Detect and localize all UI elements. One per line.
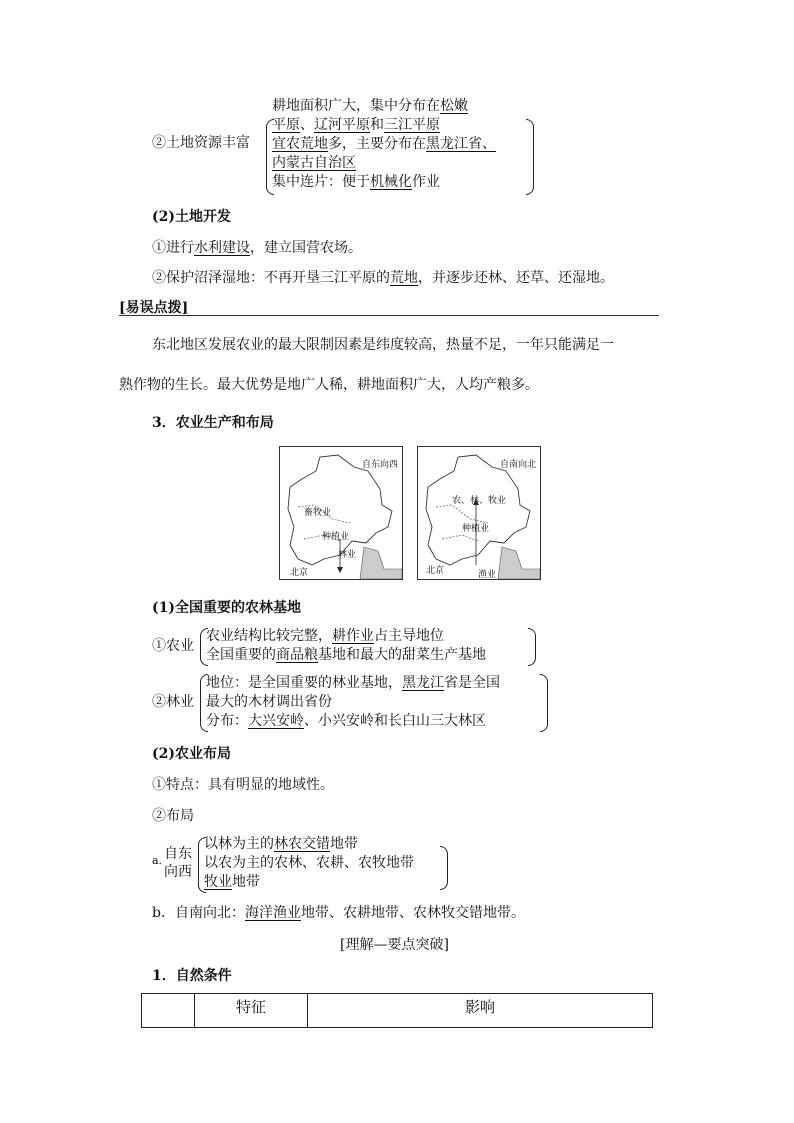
dev-heading: (2)土地开发 bbox=[152, 209, 231, 225]
layout-b: b．自南向北：海洋渔业地带、农耕地带、农林牧交错地带。 bbox=[152, 905, 525, 921]
layout-right-brace bbox=[440, 846, 448, 890]
natural-conditions-table bbox=[141, 993, 653, 1028]
map-south-north bbox=[417, 446, 541, 580]
dev-item2: ②保护沼泽湿地：不再开垦三江平原的荒地，并逐步还林、还草、还湿地。 bbox=[152, 270, 614, 286]
tip-heading: [易误点拨] bbox=[119, 300, 189, 316]
zone-line3: 牧业地带 bbox=[204, 874, 260, 890]
layout-a-prefix: a. bbox=[152, 854, 163, 867]
agri-line1: 农业结构比较完整，耕作业占主导地位 bbox=[206, 628, 444, 644]
map1-label-planting: 种植业 bbox=[322, 532, 350, 542]
table-header-feature: 特征 bbox=[195, 994, 308, 1028]
land-line2: 平原、辽河平原和三江平原 bbox=[272, 117, 440, 133]
zone-line1: 以林为主的林农交错地带 bbox=[204, 836, 358, 852]
map2-label-fishery: 渔业 bbox=[478, 570, 497, 580]
land-line3: 宜农荒地多，主要分布在黑龙江省、 bbox=[272, 136, 496, 152]
forest-right-brace bbox=[540, 674, 548, 732]
table-header-blank bbox=[142, 994, 195, 1028]
map1-label-beijing: 北京 bbox=[290, 568, 309, 578]
zone-line2: 以农为主的农林、农耕、农牧地带 bbox=[204, 855, 414, 871]
land-line1: 耕地面积广大，集中分布在松嫩 bbox=[272, 98, 468, 114]
forest-line3: 分布：大兴安岭、小兴安岭和长白山三大林区 bbox=[206, 713, 486, 729]
map2-label-agri-forest-pasture: 农、林、牧业 bbox=[452, 496, 507, 506]
map1-label-forestry: 林业 bbox=[338, 550, 357, 560]
map2-title: 自南向北 bbox=[500, 460, 537, 470]
agri-line2: 全国重要的商品粮基地和最大的甜菜生产基地 bbox=[206, 647, 486, 663]
forest-label: ②林业 bbox=[152, 694, 194, 710]
land-line5: 集中连片：便于机械化作业 bbox=[272, 174, 440, 190]
agri-right-brace bbox=[528, 628, 536, 666]
natural-heading: 1．自然条件 bbox=[152, 968, 232, 984]
table-row bbox=[142, 994, 653, 1028]
map2-label-beijing: 北京 bbox=[426, 566, 445, 576]
layout-heading: (2)农业布局 bbox=[152, 746, 231, 762]
land-label: ②土地资源丰富 bbox=[152, 135, 250, 151]
tip-rule bbox=[119, 315, 659, 316]
layout-feature: ①特点：具有明显的地域性。 bbox=[152, 777, 334, 793]
dev-item1: ①进行水利建设，建立国营农场。 bbox=[152, 240, 362, 256]
agri-label: ①农业 bbox=[152, 638, 194, 654]
land-line4: 内蒙古自治区 bbox=[272, 155, 356, 171]
tip-paragraph-line2: 熟作物的生长。最大优势是地广人稀，耕地面积广大，人均产粮多。 bbox=[119, 377, 539, 393]
forest-line1: 地位：是全国重要的林业基地，黑龙江省是全国 bbox=[206, 675, 500, 691]
tip-paragraph-line1: 东北地区发展农业的最大限制因素是纬度较高，热量不足，一年只能满足一 bbox=[152, 337, 614, 353]
base-heading: (1)全国重要的农林基地 bbox=[152, 600, 301, 616]
map1-title: 自东向西 bbox=[362, 460, 399, 470]
layout-a-dir1: 自东 bbox=[164, 846, 192, 862]
layout-arrangement: ②布局 bbox=[152, 808, 194, 824]
forest-line2: 最大的木材调出省份 bbox=[206, 694, 332, 710]
understand-heading: [理解—要点突破] bbox=[340, 937, 449, 953]
map-east-west bbox=[279, 446, 403, 580]
land-right-brace bbox=[526, 119, 534, 195]
table-header-impact: 影响 bbox=[308, 994, 653, 1028]
map1-label-pastoral: 畜牧业 bbox=[304, 508, 332, 518]
map2-label-planting: 种植业 bbox=[462, 524, 490, 534]
section3-heading: 3．农业生产和布局 bbox=[152, 415, 274, 431]
layout-a-dir2: 向西 bbox=[164, 864, 192, 880]
